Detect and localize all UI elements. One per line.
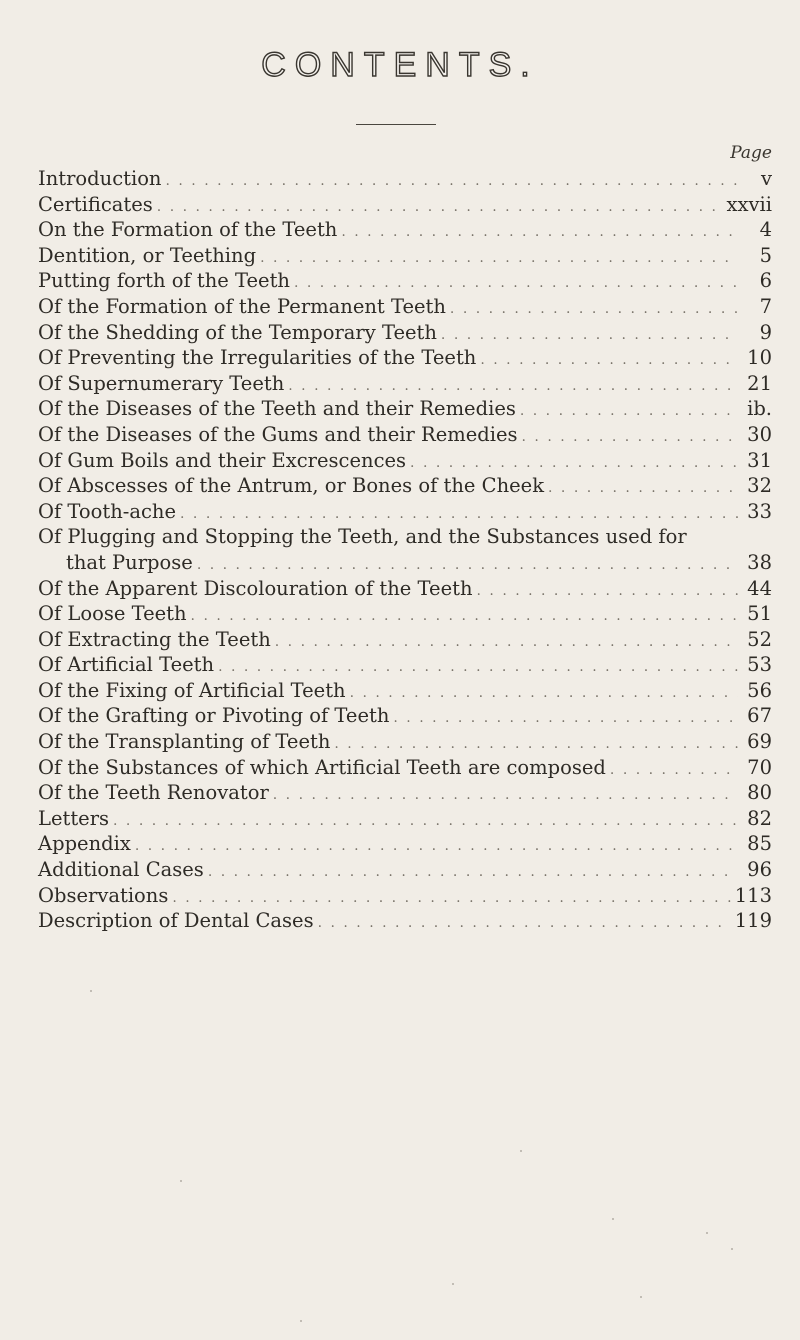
dot-leader: [522, 425, 738, 451]
paper-speck: [612, 1218, 614, 1220]
toc-entry: [38, 908, 772, 934]
toc-entry-title: Introduction: [38, 167, 162, 190]
dot-leader: [191, 604, 738, 630]
dot-leader: [135, 834, 738, 860]
dot-leader: [208, 860, 738, 886]
toc-entry: [38, 576, 772, 602]
toc-entry-line: [38, 524, 772, 550]
toc-entry-title: Description of Dental Cases: [38, 909, 314, 933]
toc-entry-title: Of Preventing the Irregularities of the Teeth: [38, 346, 477, 370]
toc-entry: [38, 883, 772, 909]
toc-entry-title: Of Supernumerary Teeth: [38, 371, 285, 395]
toc-entry: [38, 243, 772, 269]
contents-list: [38, 166, 772, 934]
toc-entry: [38, 396, 772, 422]
toc-entry: [38, 857, 772, 883]
toc-entry-title: Additional Cases: [38, 858, 204, 882]
toc-entry: [38, 729, 772, 755]
toc-entry: [38, 703, 772, 729]
toc-entry-page-number: 69: [747, 730, 772, 754]
toc-entry-page-number: 21: [747, 371, 772, 395]
toc-entry-page-number: 9: [759, 320, 772, 344]
toc-entry-page-number: 82: [747, 806, 772, 830]
toc-entry: [38, 499, 772, 525]
toc-entry-page-number: 7: [759, 294, 772, 318]
toc-entry: [38, 678, 772, 704]
toc-entry-title: Of Artificial Teeth: [38, 653, 215, 677]
toc-entry: [38, 422, 772, 448]
toc-entry-page-number: 52: [747, 627, 772, 651]
paper-speck: [452, 1283, 454, 1285]
dot-leader: [393, 706, 738, 732]
toc-entry-page-number: 6: [759, 269, 772, 293]
dot-leader: [441, 323, 738, 349]
toc-entry: [38, 806, 772, 832]
toc-entry: [38, 780, 772, 806]
toc-entry: [38, 831, 772, 857]
toc-entry-page-number: 51: [747, 602, 772, 626]
paper-speck: [180, 1180, 182, 1182]
toc-entry-title: Of Gum Boils and their Excrescences: [38, 448, 407, 472]
page-column-label: Page: [730, 143, 772, 163]
toc-entry-page-number: 56: [747, 678, 772, 702]
dot-leader: [275, 630, 738, 656]
toc-entry-page-number: 32: [747, 474, 772, 498]
toc-entry: [38, 166, 772, 192]
toc-entry-title: Of the Grafting or Pivoting of Teeth: [38, 704, 390, 728]
paper-speck: [90, 990, 92, 992]
dot-leader: [260, 246, 738, 272]
paper-speck: [706, 1232, 708, 1234]
toc-entry-page-number: v: [760, 167, 772, 190]
dot-leader: [610, 758, 738, 784]
toc-entry-title: Of the Fixing of Artificial Teeth: [38, 678, 346, 702]
toc-entry-title: Of the Teeth Renovator: [38, 781, 269, 805]
toc-entry-title: Of the Shedding of the Temporary Teeth: [38, 320, 437, 344]
dot-leader: [273, 783, 738, 809]
toc-entry: [38, 268, 772, 294]
toc-entry-title: Of the Diseases of the Teeth and their Remedies: [38, 397, 516, 421]
toc-entry-title: Of Loose Teeth: [38, 602, 187, 626]
toc-entry-title: Letters: [38, 806, 110, 830]
toc-entry-title: Of the Transplanting of Teeth: [38, 730, 331, 754]
toc-entry-title: Of Tooth-ache: [38, 499, 177, 523]
toc-entry-page-number: 113: [734, 883, 772, 907]
toc-entry-title: Of Abscesses of the Antrum, or Bones of the Cheek: [38, 474, 545, 498]
toc-entry-title: Of Plugging and Stopping the Teeth, and the Substances used for: [38, 525, 687, 549]
toc-entry-page-number: 33: [747, 499, 772, 523]
toc-entry: [38, 652, 772, 678]
toc-entry-page-number: 30: [747, 422, 772, 446]
dot-leader: [450, 297, 738, 323]
toc-entry-page-number: 44: [747, 576, 772, 600]
toc-entry-page-number: xxvii: [726, 192, 772, 216]
dot-leader: [548, 476, 738, 502]
toc-entry-page-number: 53: [747, 653, 772, 677]
toc-entry-title: Dentition, or Teething: [38, 243, 257, 267]
toc-entry: [38, 345, 772, 371]
toc-entry: [38, 217, 772, 243]
toc-entry: [38, 371, 772, 397]
toc-entry: [38, 192, 772, 218]
toc-entry-title: On the Formation of the Teeth: [38, 218, 338, 242]
toc-entry-title: Certificates: [38, 192, 153, 216]
toc-entry-page-number: 5: [759, 243, 772, 267]
toc-entry-page-number: 10: [747, 346, 772, 370]
toc-entry: [38, 320, 772, 346]
dot-leader: [480, 348, 738, 374]
toc-entry-page-number: ib.: [747, 397, 772, 421]
toc-entry-title: Observations: [38, 883, 169, 907]
contents-heading: CONTENTS.: [261, 46, 539, 84]
toc-entry-title: that Purpose: [66, 550, 193, 574]
toc-entry-page-number: 70: [747, 755, 772, 779]
toc-entry-page-number: 4: [759, 218, 772, 242]
paper-speck: [640, 1296, 642, 1298]
dot-leader: [166, 169, 739, 195]
toc-entry: [38, 755, 772, 781]
dot-leader: [113, 809, 738, 835]
toc-entry: [38, 601, 772, 627]
paper-speck: [300, 1320, 302, 1322]
toc-entry-title: Appendix: [38, 832, 131, 856]
toc-entry-title: Of the Diseases of the Gums and their Remedies: [38, 422, 518, 446]
paper-speck: [520, 1150, 522, 1152]
dot-leader: [318, 911, 731, 937]
toc-entry-page-number: 96: [747, 858, 772, 882]
toc-entry-page-number: 31: [747, 448, 772, 472]
toc-entry-title: Of the Substances of which Artificial Teeth are composed: [38, 755, 606, 779]
toc-entry: [38, 627, 772, 653]
toc-entry-title: Of the Apparent Discolouration of the Teeth: [38, 576, 473, 600]
toc-entry-page-number: 80: [747, 781, 772, 805]
paper-speck: [731, 1248, 733, 1250]
toc-entry-title: Of the Formation of the Permanent Teeth: [38, 294, 446, 318]
heading-rule: [356, 124, 436, 125]
toc-entry-title: Of Extracting the Teeth: [38, 627, 271, 651]
toc-entry: [38, 550, 772, 576]
dot-leader: [520, 399, 738, 425]
toc-entry-page-number: 119: [734, 909, 772, 933]
toc-entry-page-number: 38: [747, 550, 772, 574]
dot-leader: [477, 579, 738, 605]
toc-entry-title: Putting forth of the Teeth: [38, 269, 290, 293]
toc-entry-page-number: 67: [747, 704, 772, 728]
dot-leader: [341, 220, 738, 246]
toc-entry-page-number: 85: [747, 832, 772, 856]
toc-entry: [38, 448, 772, 474]
toc-entry: [38, 473, 772, 499]
dot-leader: [350, 681, 738, 707]
toc-entry: [38, 294, 772, 320]
